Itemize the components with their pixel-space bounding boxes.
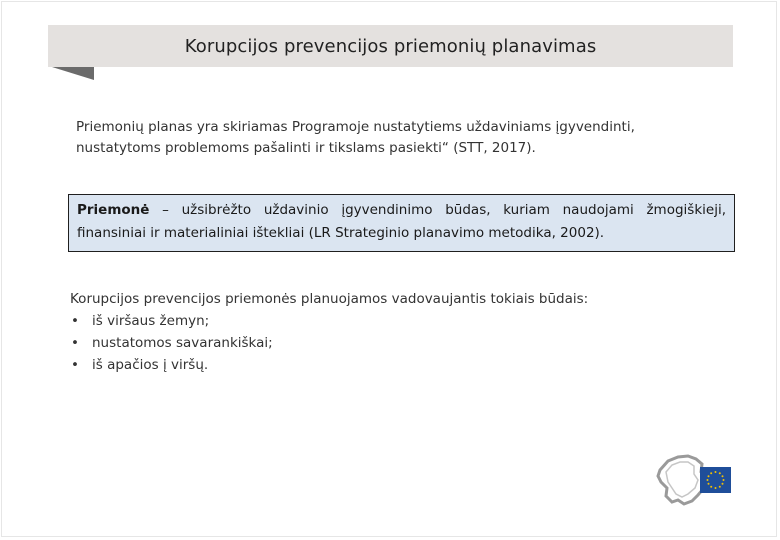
eu-flag-icon	[700, 467, 731, 493]
title-tab-decoration	[52, 67, 96, 81]
bullet-icon: •	[71, 357, 79, 373]
list-item-text: nustatomos savarankiškai;	[92, 335, 273, 351]
bullet-icon: •	[71, 335, 79, 351]
methods-heading: Korupcijos prevencijos priemonės planuojamos vadovaujantis tokiais būdais:	[70, 291, 589, 307]
methods-section	[70, 288, 670, 376]
list-item-text: iš viršaus žemyn;	[92, 313, 210, 329]
list-item	[70, 354, 670, 376]
bullet-icon: •	[71, 313, 79, 329]
methods-list	[70, 310, 670, 376]
definition-text: – užsibrėžto uždavinio įgyvendinimo būdas, kuriam naudojami žmogiškieji, finansiniai ir materialiniai ištekliai (LR Strateginio planavimo metodika, 2002).	[77, 202, 726, 241]
list-item	[70, 332, 670, 354]
title-bar	[48, 25, 733, 67]
intro-paragraph: Priemonių planas yra skiriamas Programoje nustatytiems uždaviniams įgyvendinti, nustatytoms problemoms pašalinti ir tikslams pasiekti“ (STT, 2017).	[76, 119, 635, 156]
definition-box	[68, 194, 735, 252]
list-item	[70, 310, 670, 332]
lithuania-map-logo	[654, 452, 734, 512]
definition-term: Priemonė	[77, 202, 150, 218]
slide-title: Korupcijos prevencijos priemonių planavimas	[184, 35, 597, 57]
list-item-text: iš apačios į viršų.	[92, 357, 209, 373]
